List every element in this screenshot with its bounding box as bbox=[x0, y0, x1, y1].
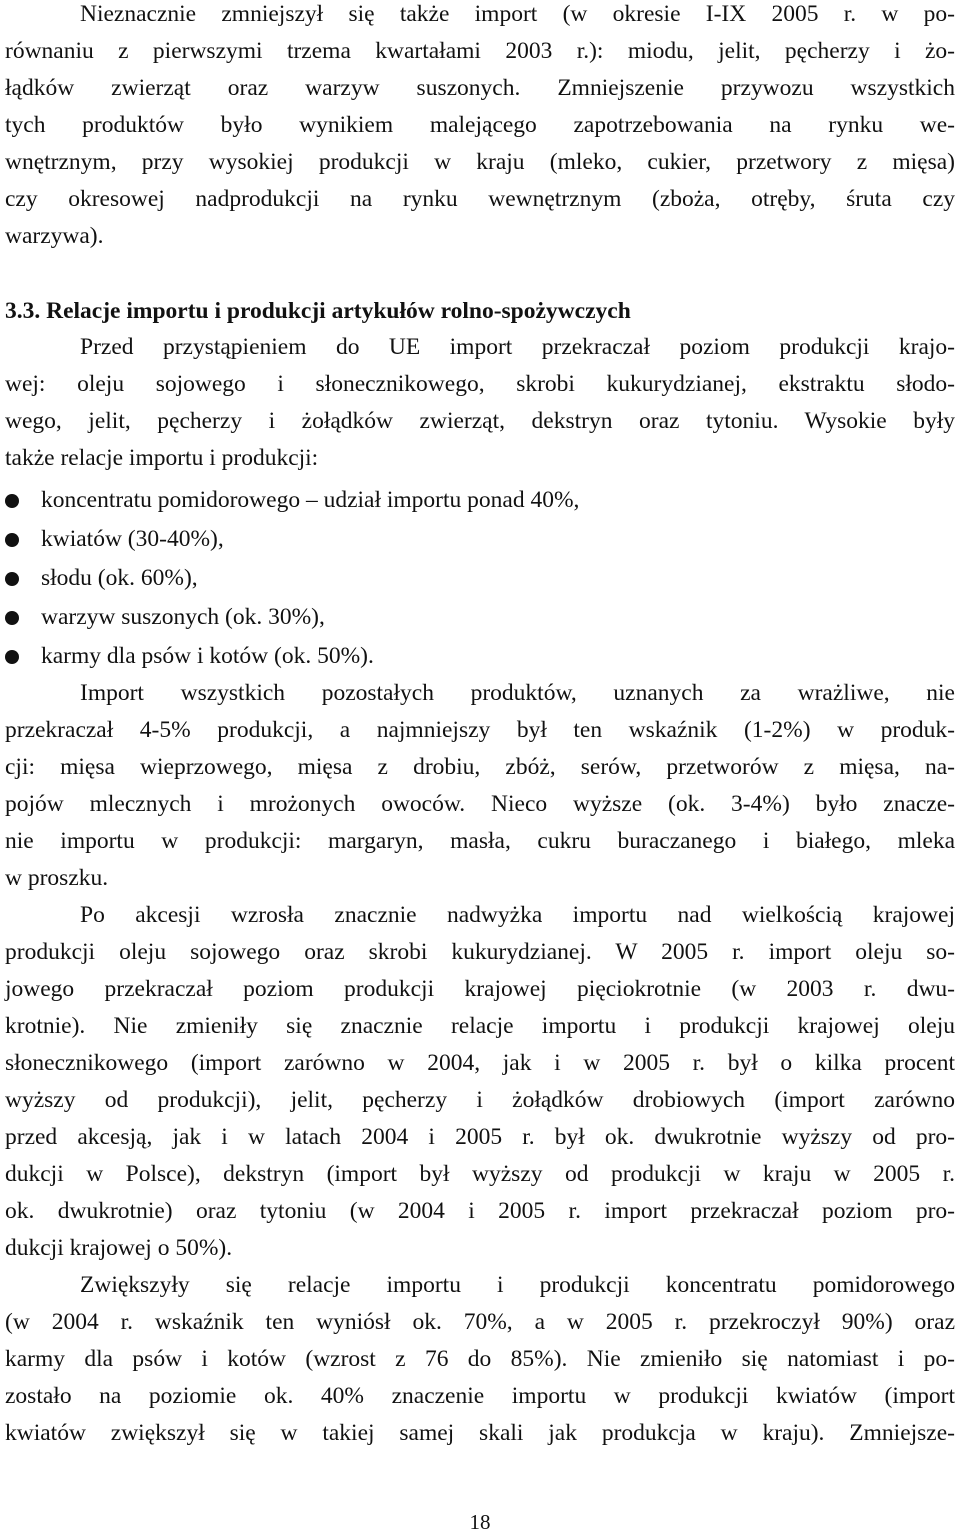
section-heading: 3.3. Relacje importu i produkcji artykułów rolno-spożywczych bbox=[5, 298, 631, 324]
text-line: Przed przystąpieniem do UE import przekraczał poziom produkcji krajo- bbox=[80, 334, 955, 360]
text-line: wej: oleju sojowego i słonecznikowego, skrobi kukurydzianej, ekstraktu słodo- bbox=[5, 371, 955, 397]
text-line: nie importu w produkcji: margaryn, masła, cukru buraczanego i białego, mleka bbox=[5, 828, 955, 854]
text-line: Import wszystkich pozostałych produktów, uznanych za wrażliwe, nie bbox=[80, 680, 955, 706]
list-item-text: słodu (ok. 60%), bbox=[41, 565, 198, 591]
text-line: tych produktów było wynikiem malejącego zapotrzebowania na rynku we- bbox=[5, 112, 955, 138]
text-line: słonecznikowego (import zarówno w 2004, jak i w 2005 r. był o kilka procent bbox=[5, 1050, 955, 1076]
text-line: Nieznacznie zmniejszył się także import (w okresie I-IX 2005 r. w po- bbox=[80, 1, 955, 27]
text-line: kwiatów zwiększył się w takiej samej skali jak produkcja w kraju). Zmniejsze- bbox=[5, 1420, 955, 1446]
text-line: karmy dla psów i kotów (wzrost z 76 do 85%). Nie zmieniło się natomiast i po- bbox=[5, 1346, 955, 1372]
text-line: pojów mlecznych i mrożonych owoców. Nieco wyższe (ok. 3-4%) było znacze- bbox=[5, 791, 955, 817]
text-line: wnętrznym, przy wysokiej produkcji w kraju (mleko, cukier, przetwory z mięsa) bbox=[5, 149, 955, 175]
text-line: wego, jelit, pęcherzy i żołądków zwierząt, dekstryn oraz tytoniu. Wysokie były bbox=[5, 408, 955, 434]
list-item-text: koncentratu pomidorowego – udział importu ponad 40%, bbox=[41, 487, 580, 513]
bullet-icon bbox=[5, 650, 19, 664]
text-line: dukcji w Polsce), dekstryn (import był wyższy od produkcji w kraju w 2005 r. bbox=[5, 1161, 955, 1187]
bullet-icon bbox=[5, 611, 19, 625]
list-item-text: karmy dla psów i kotów (ok. 50%). bbox=[41, 643, 374, 669]
bullet-icon bbox=[5, 533, 19, 547]
text-line: przed akcesją, jak i w latach 2004 i 2005 r. był ok. dwukrotnie wyższy od pro- bbox=[5, 1124, 955, 1150]
text-line: warzywa). bbox=[5, 223, 104, 249]
text-line: krotnie). Nie zmieniły się znacznie relacje importu i produkcji krajowej oleju bbox=[5, 1013, 955, 1039]
text-line: Po akcesji wzrosła znacznie nadwyżka importu nad wielkością krajowej bbox=[80, 902, 955, 928]
text-line: łądków zwierząt oraz warzyw suszonych. Zmniejszenie przywozu wszystkich bbox=[5, 75, 955, 101]
text-line: jowego przekraczał poziom produkcji krajowej pięciokrotnie (w 2003 r. dwu- bbox=[5, 976, 955, 1002]
text-line: ok. dwukrotnie) oraz tytoniu (w 2004 i 2005 r. import przekraczał poziom pro- bbox=[5, 1198, 955, 1224]
text-line: przekraczał 4-5% produkcji, a najmniejszy był ten wskaźnik (1-2%) w produk- bbox=[5, 717, 955, 743]
list-item-text: warzyw suszonych (ok. 30%), bbox=[41, 604, 325, 630]
text-line: w proszku. bbox=[5, 865, 109, 891]
text-line: produkcji oleju sojowego oraz skrobi kukurydzianej. W 2005 r. import oleju so- bbox=[5, 939, 955, 965]
bullet-icon bbox=[5, 572, 19, 586]
bullet-icon bbox=[5, 494, 19, 508]
text-line: cji: mięsa wieprzowego, mięsa z drobiu, zbóż, serów, przetworów z mięsa, na- bbox=[5, 754, 955, 780]
text-line: równaniu z pierwszymi trzema kwartałami 2003 r.): miodu, jelit, pęcherzy i żo- bbox=[5, 38, 955, 64]
text-line: (w 2004 r. wskaźnik ten wyniósł ok. 70%, a w 2005 r. przekroczył 90%) oraz bbox=[5, 1309, 955, 1335]
text-line: także relacje importu i produkcji: bbox=[5, 445, 319, 471]
text-line: czy okresowej nadprodukcji na rynku wewnętrznym (zboża, otręby, śruta czy bbox=[5, 186, 955, 212]
page-number: 18 bbox=[469, 1510, 491, 1534]
text-line: dukcji krajowej o 50%). bbox=[5, 1235, 233, 1261]
text-line: wyższy od produkcji), jelit, pęcherzy i żołądków drobiowych (import zarówno bbox=[5, 1087, 955, 1113]
text-line: Zwiększyły się relacje importu i produkcji koncentratu pomidorowego bbox=[80, 1272, 955, 1298]
list-item-text: kwiatów (30-40%), bbox=[41, 526, 224, 552]
text-line: zostało na poziomie ok. 40% znaczenie importu w produkcji kwiatów (import bbox=[5, 1383, 955, 1409]
